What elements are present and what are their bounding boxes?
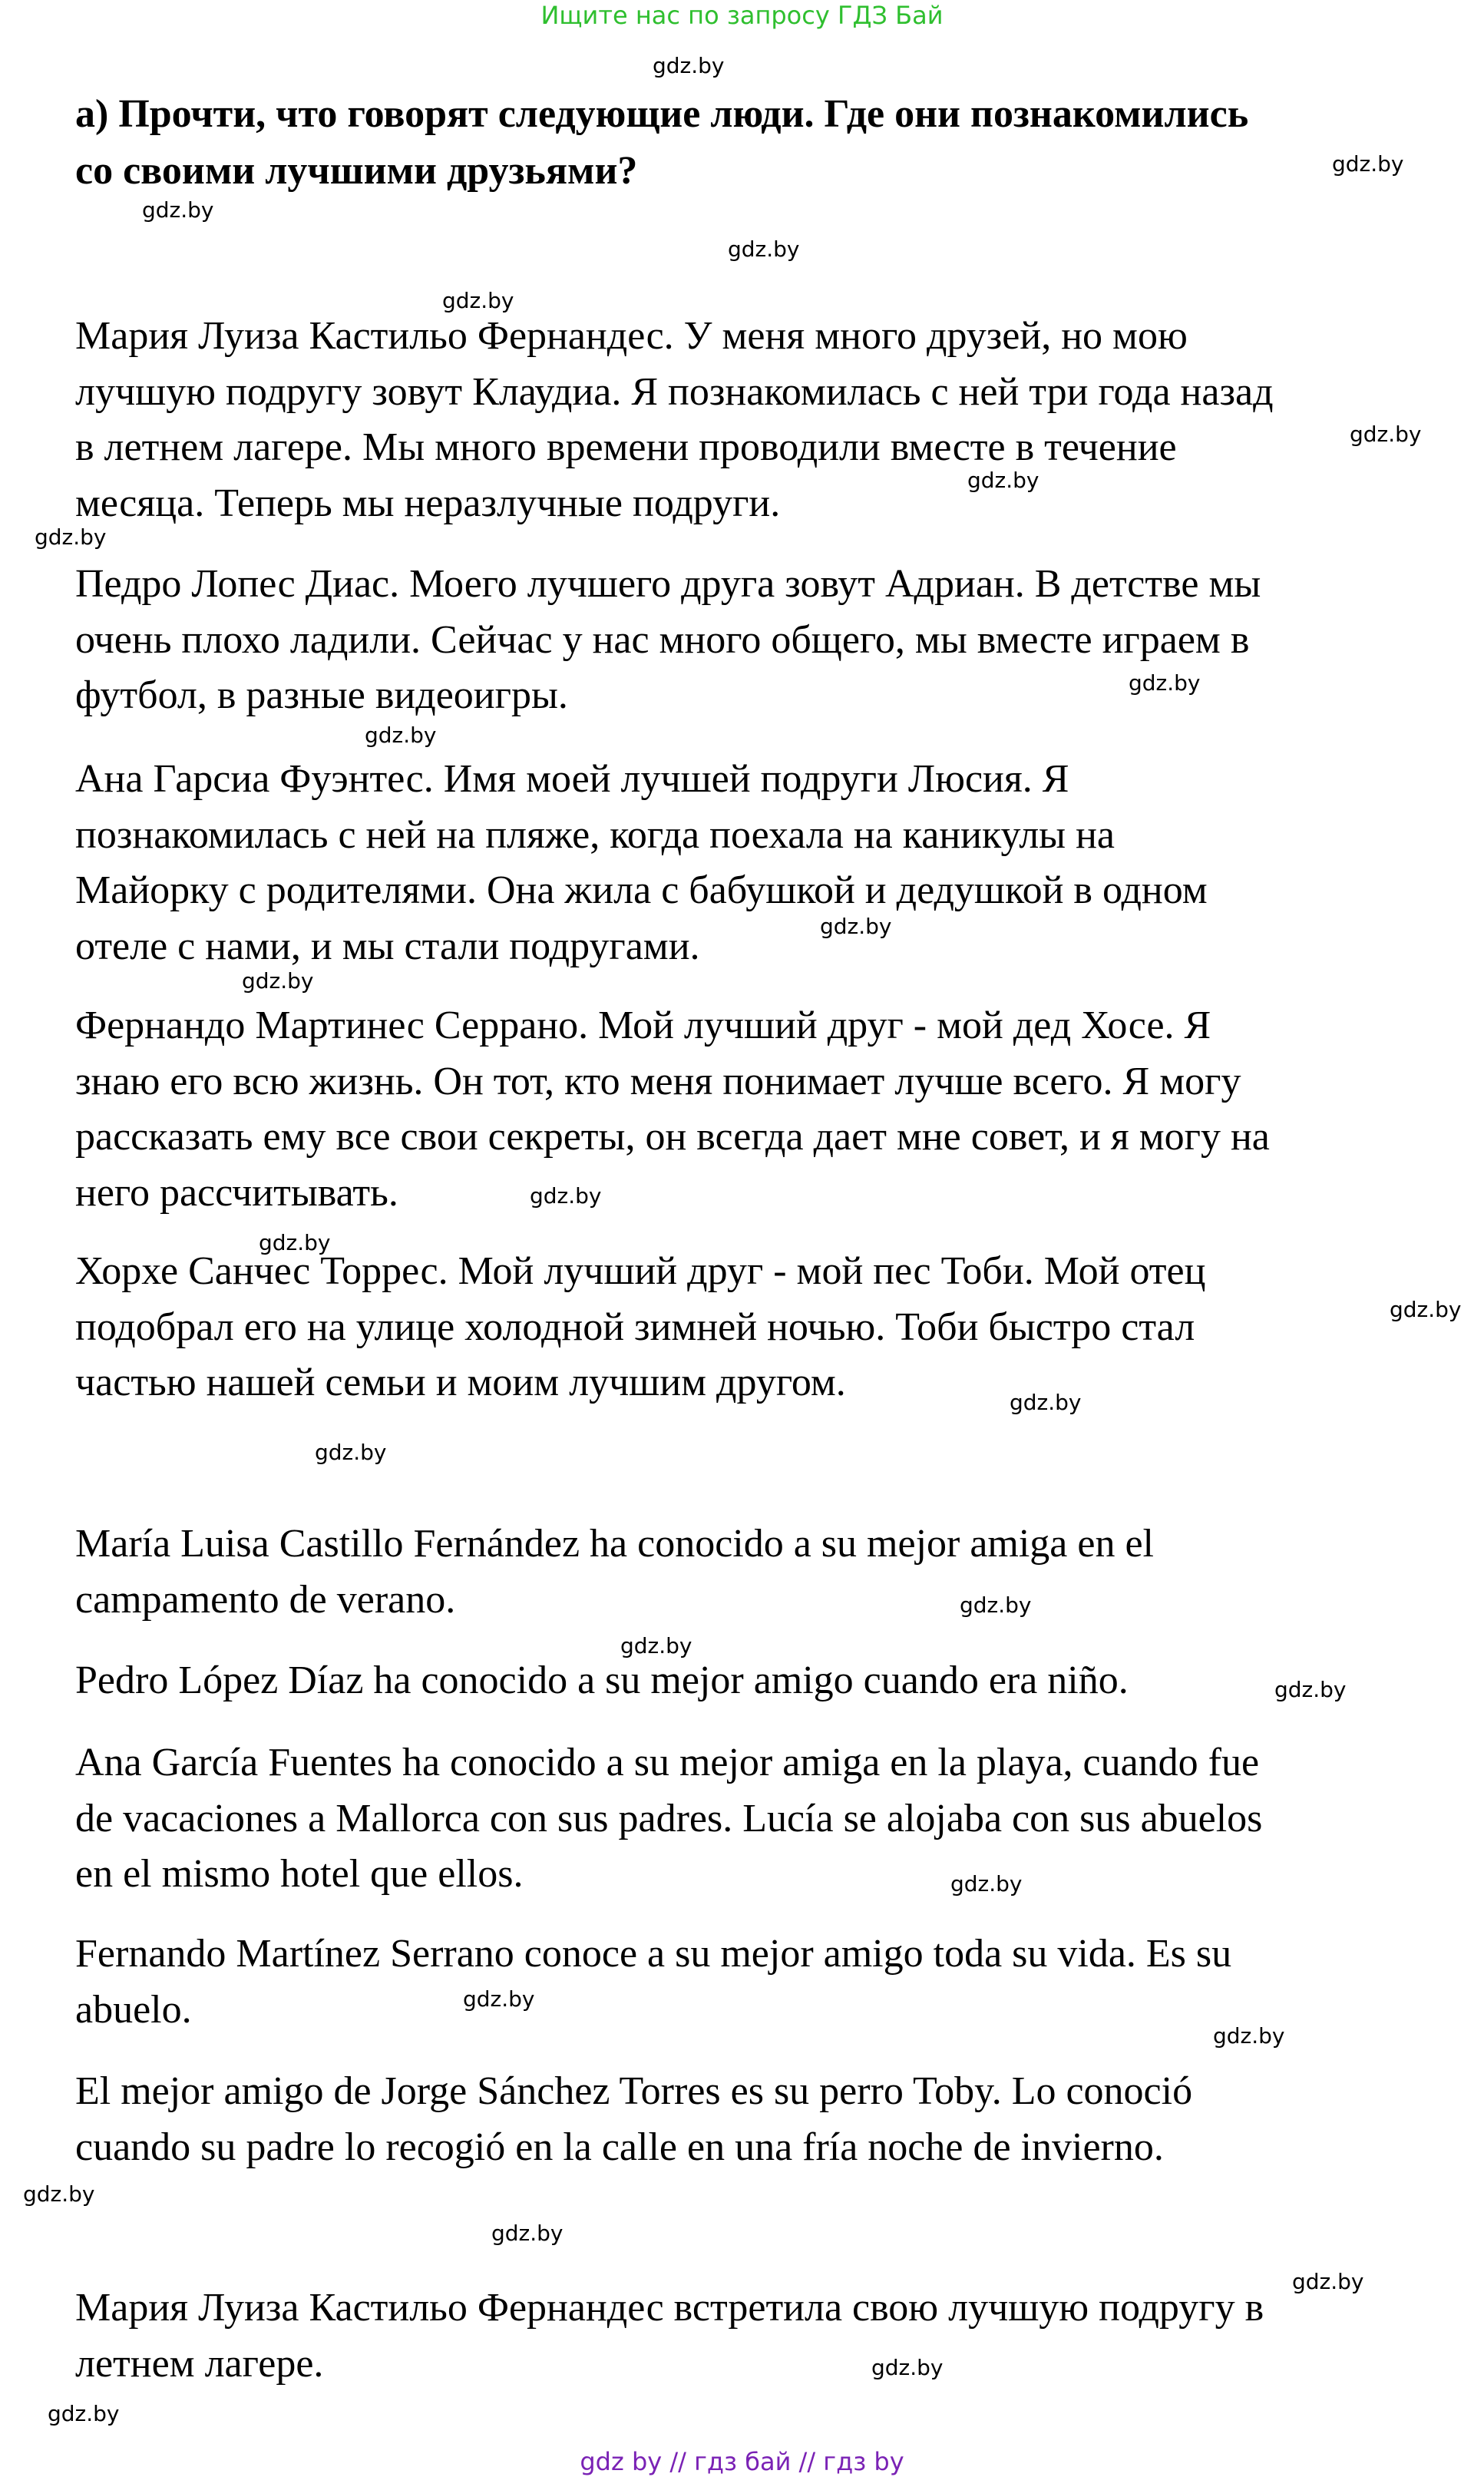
watermark: gdz.by xyxy=(463,1986,535,2012)
text-line: познакомилась с ней на пляже, когда поехала на каникулы на xyxy=(75,812,1115,857)
watermark: gdz.by xyxy=(142,197,214,223)
watermark: gdz.by xyxy=(1129,670,1201,696)
text-line: campamento de verano. xyxy=(75,1577,456,1622)
text-line: частью нашей семьи и моим лучшим другом. xyxy=(75,1361,846,1404)
heading-line-2: со своими лучшими друзьями? xyxy=(75,149,638,193)
text-line: abuelo. xyxy=(75,1987,192,2032)
watermark: gdz.by xyxy=(1390,1297,1462,1322)
text-line: de vacaciones a Mallorca con sus padres. Lucía se alojaba con sus abuelos xyxy=(75,1796,1263,1840)
text-line: Ана Гарсиа Фуэнтес. Имя моей лучшей подруги Люсия. Я xyxy=(75,757,1069,801)
watermark: gdz.by xyxy=(1274,1677,1347,1702)
ru-paragraph-maria xyxy=(75,309,1442,531)
watermark: gdz.by xyxy=(820,914,892,939)
watermark: gdz.by xyxy=(620,1633,692,1658)
text-line: Ana García Fuentes ha conocido a su mejor amiga en la playa, cuando fue xyxy=(75,1741,1260,1784)
watermark: gdz.by xyxy=(967,468,1039,493)
watermark: gdz.by xyxy=(242,968,314,994)
ru-paragraph-fernando xyxy=(75,998,1442,1221)
text-line: Педро Лопес Диас. Моего лучшего друга зовут Адриан. В детстве мы xyxy=(75,562,1261,606)
watermark: gdz.by xyxy=(259,1230,331,1255)
watermark: gdz.by xyxy=(491,2221,564,2246)
watermark: gdz.by xyxy=(871,2355,944,2380)
text-line: El mejor amigo de Jorge Sánchez Torres es su perro Toby. Lo conoció xyxy=(75,2069,1193,2113)
text-line: Pedro López Díaz ha conocido a su mejor amigo cuando era niño. xyxy=(75,1658,1129,1702)
ru-final-answer xyxy=(75,2280,1442,2392)
ru-paragraph-ana xyxy=(75,752,1442,974)
watermark: gdz.by xyxy=(35,524,107,550)
watermark: gdz.by xyxy=(653,53,725,78)
watermark: gdz.by xyxy=(1332,151,1404,177)
es-answer-ana xyxy=(75,1735,1442,1903)
watermark: gdz.by xyxy=(1010,1390,1082,1415)
heading-line-1: a) Прочти, что говорят следующие люди. Где они познакомились xyxy=(75,92,1249,136)
text-line: футбол, в разные видеоигры. xyxy=(75,673,568,717)
watermark: gdz.by xyxy=(960,1592,1032,1618)
text-line: en el mismo hotel que ellos. xyxy=(75,1852,524,1896)
ru-paragraph-pedro xyxy=(75,557,1442,724)
text-line: Фернандо Мартинес Серрано. Мой лучший друг - мой дед Хосе. Я xyxy=(75,1004,1211,1047)
watermark: gdz.by xyxy=(1350,422,1422,447)
ru-paragraph-jorge xyxy=(75,1244,1442,1411)
es-answer-pedro xyxy=(75,1653,1442,1709)
es-answer-maria xyxy=(75,1516,1442,1628)
footer-links[interactable]: gdz by // гдз бай // гдз by xyxy=(580,2447,904,2476)
watermark: gdz.by xyxy=(23,2181,95,2207)
text-line: Мария Луиза Кастильо Фернандес. У меня много друзей, но мою xyxy=(75,314,1188,358)
watermark: gdz.by xyxy=(48,2401,120,2426)
es-answer-fernando xyxy=(75,1926,1442,2038)
watermark: gdz.by xyxy=(315,1440,387,1465)
exercise-heading xyxy=(75,86,1380,200)
text-line: месяца. Теперь мы неразлучные подруги. xyxy=(75,481,781,525)
text-line: рассказать ему все свои секреты, он всегда дает мне совет, и я могу на xyxy=(75,1115,1270,1159)
text-line: лучшую подругу зовут Клаудиа. Я познакомилась с ней три года назад xyxy=(75,369,1274,414)
text-line: в летнем лагере. Мы много времени проводили вместе в течение xyxy=(75,425,1177,469)
watermark: gdz.by xyxy=(365,723,437,748)
text-line: отеле с нами, и мы стали подругами. xyxy=(75,924,700,968)
watermark: gdz.by xyxy=(1292,2269,1364,2294)
text-line: него рассчитывать. xyxy=(75,1170,398,1215)
watermark: gdz.by xyxy=(728,236,800,262)
text-line: Fernando Martínez Serrano conoce a su mejor amigo toda su vida. Es su xyxy=(75,1932,1232,1976)
watermark: gdz.by xyxy=(950,1871,1023,1897)
text-line: Майорку с родителями. Она жила с бабушкой и дедушкой в одном xyxy=(75,868,1208,912)
watermark: gdz.by xyxy=(530,1183,602,1209)
es-answer-jorge xyxy=(75,2064,1442,2175)
text-line: cuando su padre lo recogió en la calle en una fría noche de invierno. xyxy=(75,2125,1164,2169)
text-line: Хорхе Санчес Торрес. Мой лучший друг - мой пес Тоби. Мой отец xyxy=(75,1249,1206,1293)
text-line: летнем лагере. xyxy=(75,2341,324,2386)
watermark: gdz.by xyxy=(1213,2023,1285,2049)
text-line: подобрал его на улице холодной зимней ночью. Тоби быстро стал xyxy=(75,1305,1195,1349)
text-line: очень плохо ладили. Сейчас у нас много общего, мы вместе играем в xyxy=(75,617,1250,662)
top-banner[interactable]: Ищите нас по запросу ГДЗ Бай xyxy=(540,1,944,30)
text-line: знаю его всю жизнь. Он тот, кто меня понимает лучше всего. Я могу xyxy=(75,1059,1241,1103)
watermark: gdz.by xyxy=(442,288,514,313)
text-line: Мария Луиза Кастильо Фернандес встретила свою лучшую подругу в xyxy=(75,2286,1264,2330)
text-line: María Luisa Castillo Fernández ha conocido a su mejor amiga en el xyxy=(75,1522,1154,1566)
